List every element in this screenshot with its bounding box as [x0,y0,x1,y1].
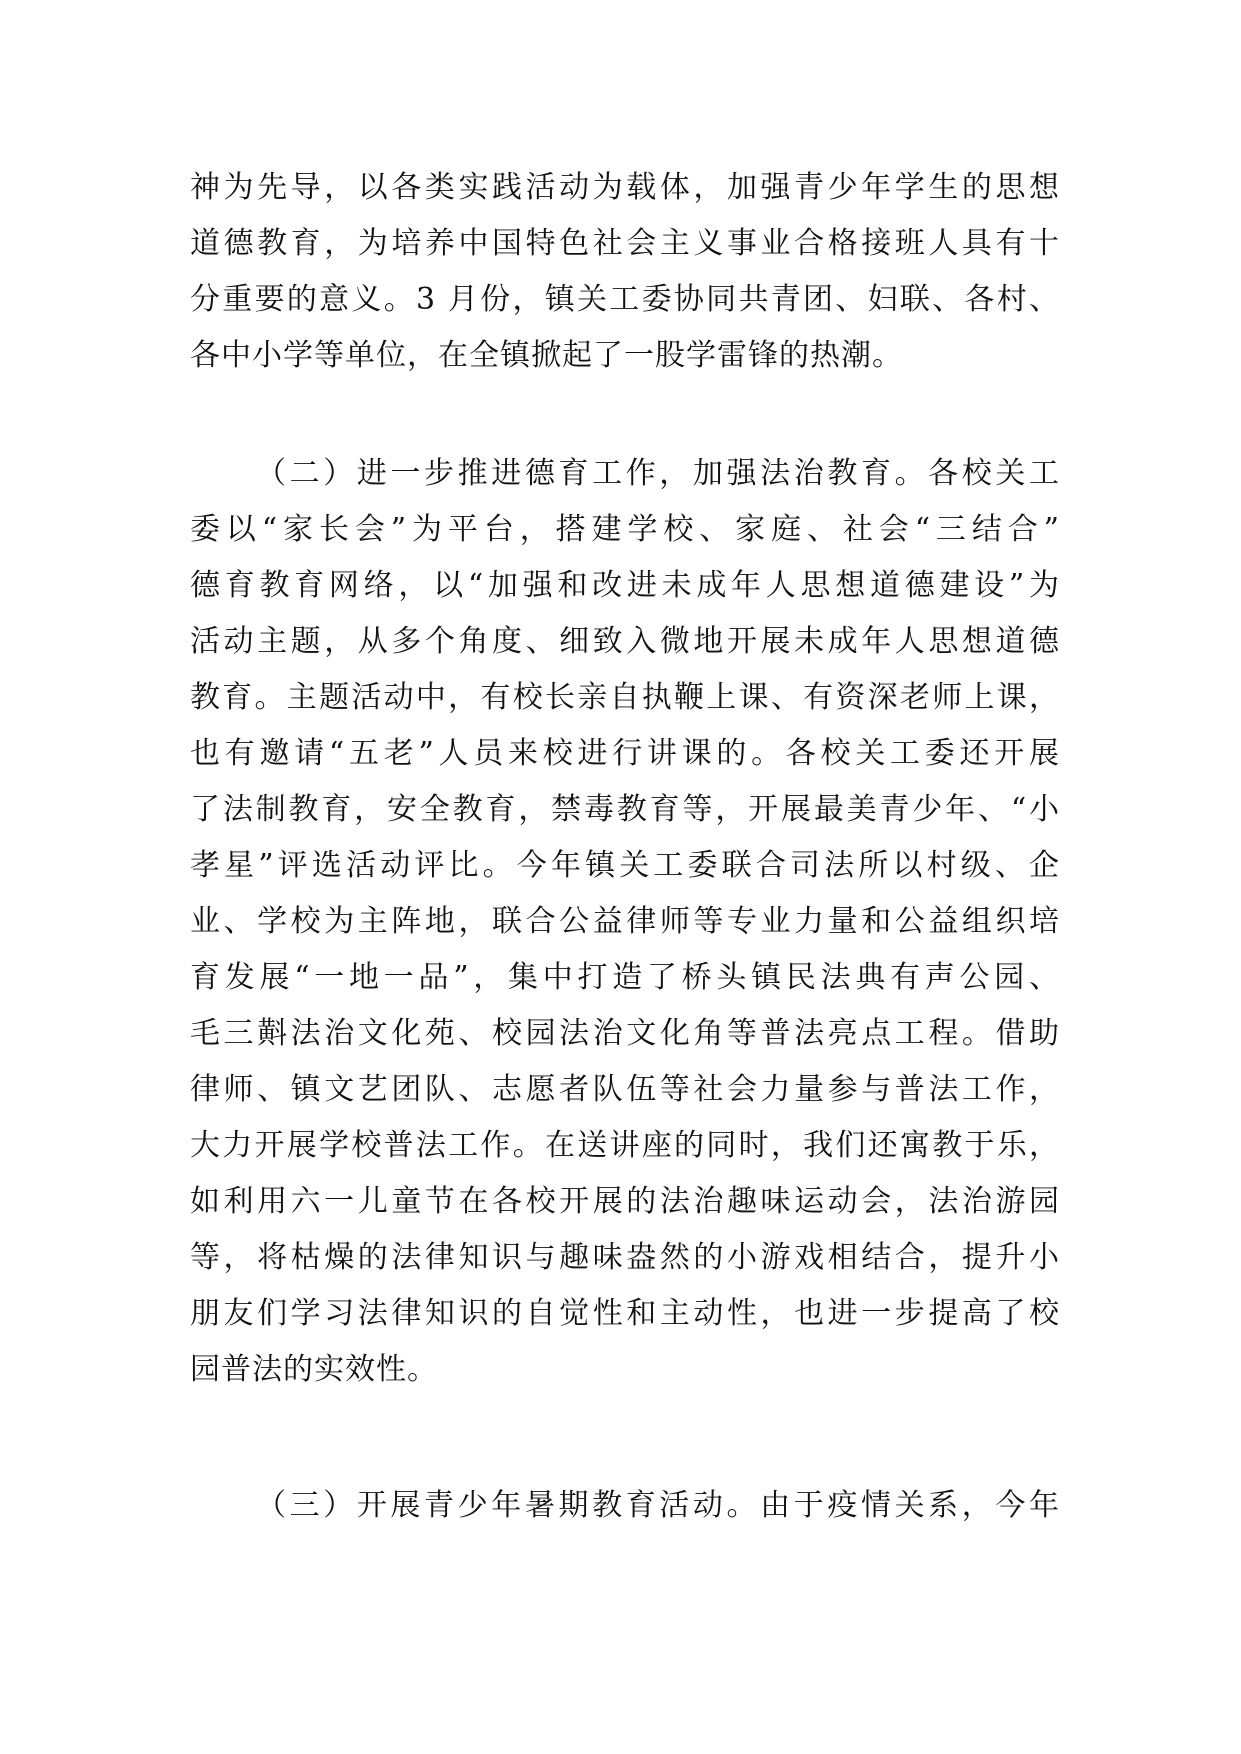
text-line: （二）进一步推进德育工作，加强法治教育。各校关工 [256,456,1060,491]
text-line: 律师、镇文艺团队、志愿者队伍等社会力量参与普法工作， [190,1072,1060,1107]
text-line: 委以“家长会”为平台，搭建学校、家庭、社会“三结合” [190,512,1060,547]
text-line: 孝星”评选活动评比。今年镇关工委联合司法所以村级、企 [190,848,1060,883]
text-line: 了法制教育，安全教育，禁毒教育等，开展最美青少年、“小 [190,792,1060,827]
text-line: 分重要的意义。3 月份，镇关工委协同共青团、妇联、各村、 [190,282,1060,317]
text-line: 活动主题，从多个角度、细致入微地开展未成年人思想道德 [190,624,1060,659]
text-line: 大力开展学校普法工作。在送讲座的同时，我们还寓教于乐， [190,1128,1060,1163]
paragraph-moral-education [190,446,1060,1398]
text-line: 育发展“一地一品”，集中打造了桥头镇民法典有声公园、 [190,960,1060,995]
text-line: 园普法的实效性。 [190,1352,438,1387]
text-line: 等，将枯燥的法律知识与趣味盎然的小游戏相结合，提升小 [190,1240,1060,1275]
text-line: 德育教育网络，以“加强和改进未成年人思想道德建设”为 [190,568,1060,603]
text-line: 教育。主题活动中，有校长亲自执鞭上课、有资深老师上课， [190,680,1060,715]
paragraph-continuation [190,160,1060,384]
text-line: 如利用六一儿童节在各校开展的法治趣味运动会，法治游园 [190,1184,1060,1219]
text-line: 朋友们学习法律知识的自觉性和主动性，也进一步提高了校 [190,1296,1060,1331]
text-line: 业、学校为主阵地，联合公益律师等专业力量和公益组织培 [190,904,1060,939]
paragraph-summer-education [190,1478,1060,1534]
text-line: 神为先导，以各类实践活动为载体，加强青少年学生的思想 [190,170,1060,205]
text-line: 各中小学等单位，在全镇掀起了一股学雷锋的热潮。 [190,338,903,373]
text-line: （三）开展青少年暑期教育活动。由于疫情关系，今年 [256,1488,1060,1523]
text-line: 也有邀请“五老”人员来校进行讲课的。各校关工委还开展 [190,736,1060,771]
text-line: 道德教育，为培养中国特色社会主义事业合格接班人具有十 [190,226,1060,261]
text-line: 毛三斢法治文化苑、校园法治文化角等普法亮点工程。借助 [190,1016,1060,1051]
